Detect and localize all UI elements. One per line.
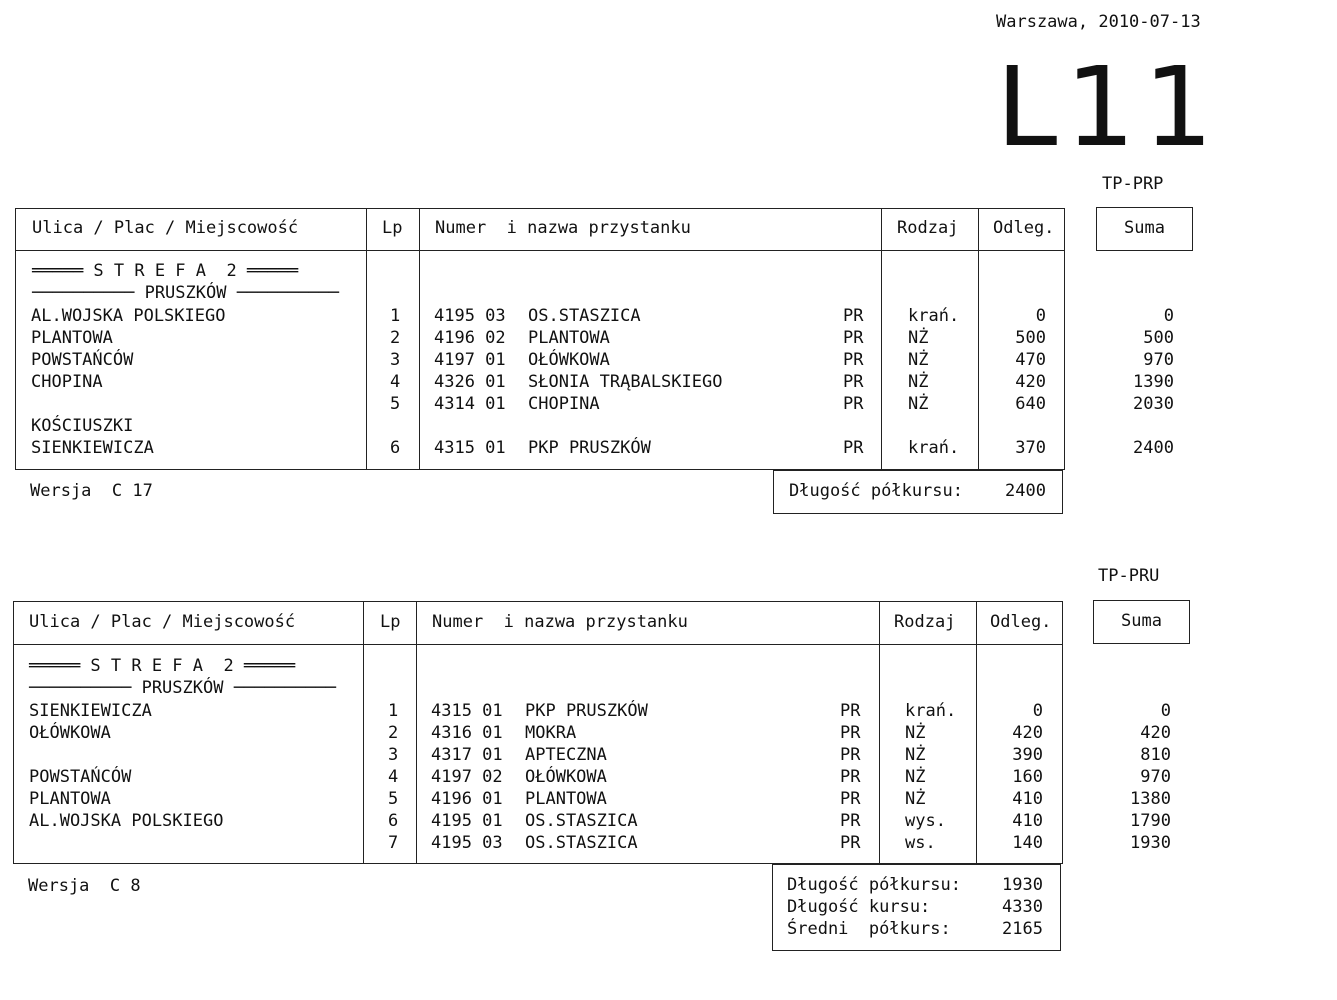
row-lp: 5	[388, 789, 399, 809]
street-name: OŁÓWKOWA	[29, 723, 111, 743]
stop-number: 4195 03	[431, 833, 503, 853]
row-lp: 4	[388, 767, 399, 787]
version-label: Wersja C 17	[30, 481, 153, 501]
stop-type: NŻ	[905, 767, 926, 787]
row-lp: 6	[390, 438, 401, 458]
street-name: SIENKIEWICZA	[31, 438, 154, 458]
stop-number: 4195 03	[434, 306, 506, 326]
cumulative-sum: 1390	[1133, 372, 1174, 392]
column-divider	[366, 208, 367, 470]
cumulative-sum: 500	[1143, 328, 1174, 348]
stop-distance: 140	[1012, 833, 1043, 853]
stop-name: PKP PRUSZKÓW	[525, 701, 648, 721]
row-lp: 2	[390, 328, 401, 348]
summary-label: Długość kursu:	[787, 897, 931, 917]
stop-type: NŻ	[905, 789, 926, 809]
stop-type: ws.	[905, 833, 936, 853]
row-lp: 5	[390, 394, 401, 414]
town-label: ────────── PRUSZKÓW ──────────	[29, 678, 337, 698]
stop-distance: 420	[1012, 723, 1043, 743]
row-lp: 1	[390, 306, 401, 326]
column-header-stop: Numer i nazwa przystanku	[435, 218, 691, 238]
stop-type: NŻ	[908, 394, 929, 414]
stop-name: PKP PRUSZKÓW	[528, 438, 651, 458]
stop-name: OŁÓWKOWA	[525, 767, 607, 787]
street-name: KOŚCIUSZKI	[31, 416, 134, 436]
row-lp: 2	[388, 723, 399, 743]
stop-type: wys.	[905, 811, 946, 831]
stop-distance: 640	[1015, 394, 1046, 414]
stop-area: PR	[843, 394, 864, 414]
stop-name: OS.STASZICA	[528, 306, 641, 326]
cumulative-sum: 1380	[1130, 789, 1171, 809]
row-lp: 3	[388, 745, 399, 765]
stop-type: krań.	[905, 701, 957, 721]
stop-type: NŻ	[905, 723, 926, 743]
column-divider	[416, 601, 417, 864]
stop-distance: 410	[1012, 789, 1043, 809]
version-label: Wersja C 8	[28, 876, 141, 896]
stop-name: PLANTOWA	[528, 328, 610, 348]
cumulative-sum: 970	[1140, 767, 1171, 787]
stop-distance: 500	[1015, 328, 1046, 348]
stop-name: CHOPINA	[528, 394, 600, 414]
cumulative-sum: 1790	[1130, 811, 1171, 831]
stop-number: 4195 01	[431, 811, 503, 831]
stop-type: krań.	[908, 306, 960, 326]
stop-area: PR	[840, 789, 861, 809]
street-name: CHOPINA	[31, 372, 103, 392]
street-name: POWSTAŃCÓW	[31, 350, 134, 370]
cumulative-sum: 1930	[1130, 833, 1171, 853]
stop-number: 4197 01	[434, 350, 506, 370]
stop-area: PR	[840, 767, 861, 787]
stop-number: 4326 01	[434, 372, 506, 392]
street-name: AL.WOJSKA POLSKIEGO	[31, 306, 226, 326]
stop-type: NŻ	[908, 350, 929, 370]
column-divider	[879, 601, 880, 864]
street-name: POWSTAŃCÓW	[29, 767, 132, 787]
column-header-lp: Lp	[382, 218, 403, 238]
stop-area: PR	[843, 372, 864, 392]
stop-name: MOKRA	[525, 723, 577, 743]
row-lp: 7	[388, 833, 399, 853]
line-number: L11	[996, 43, 1222, 171]
street-name: AL.WOJSKA POLSKIEGO	[29, 811, 224, 831]
summary-label: Długość półkursu:	[789, 481, 963, 501]
stop-name: OS.STASZICA	[525, 811, 638, 831]
street-name: SIENKIEWICZA	[29, 701, 152, 721]
stop-area: PR	[843, 306, 864, 326]
route-code: TP-PRU	[1098, 566, 1160, 586]
column-header-lp: Lp	[380, 612, 401, 632]
summary-value: 4330	[1002, 897, 1043, 917]
stop-distance: 370	[1015, 438, 1046, 458]
cumulative-sum: 810	[1140, 745, 1171, 765]
stop-name: OŁÓWKOWA	[528, 350, 610, 370]
stop-area: PR	[840, 745, 861, 765]
cumulative-sum: 2400	[1133, 438, 1174, 458]
column-header-distance: Odleg.	[990, 612, 1052, 632]
stop-number: 4196 02	[434, 328, 506, 348]
column-header-sum: Suma	[1093, 600, 1190, 644]
stop-area: PR	[840, 723, 861, 743]
column-header-distance: Odleg.	[993, 218, 1055, 238]
column-divider	[363, 601, 364, 864]
summary-label: Długość półkursu:	[787, 875, 961, 895]
stop-area: PR	[840, 701, 861, 721]
summary-value: 2165	[1002, 919, 1043, 939]
stop-area: PR	[843, 328, 864, 348]
header-divider	[13, 644, 1063, 645]
stop-number: 4315 01	[434, 438, 506, 458]
stop-type: NŻ	[908, 328, 929, 348]
stop-area: PR	[843, 350, 864, 370]
summary-value: 2400	[1005, 481, 1046, 501]
column-header-sum: Suma	[1096, 207, 1193, 251]
stop-type: krań.	[908, 438, 960, 458]
stop-number: 4314 01	[434, 394, 506, 414]
column-header-street: Ulica / Plac / Miejscowość	[32, 218, 299, 238]
row-lp: 6	[388, 811, 399, 831]
stop-distance: 160	[1012, 767, 1043, 787]
cumulative-sum: 970	[1143, 350, 1174, 370]
stop-number: 4196 01	[431, 789, 503, 809]
document-date: Warszawa, 2010-07-13	[996, 12, 1201, 32]
stop-distance: 0	[1032, 701, 1043, 721]
column-divider	[419, 208, 420, 470]
zone-label: ═════ S T R E F A 2 ═════	[32, 261, 299, 281]
stop-area: PR	[843, 438, 864, 458]
stop-name: SŁONIA TRĄBALSKIEGO	[528, 372, 723, 392]
column-header-type: Rodzaj	[894, 612, 956, 632]
stop-number: 4315 01	[431, 701, 503, 721]
stop-number: 4316 01	[431, 723, 503, 743]
stop-type: NŻ	[908, 372, 929, 392]
cumulative-sum: 0	[1160, 701, 1171, 721]
cumulative-sum: 2030	[1133, 394, 1174, 414]
zone-label: ═════ S T R E F A 2 ═════	[29, 656, 296, 676]
stop-distance: 410	[1012, 811, 1043, 831]
stop-area: PR	[840, 833, 861, 853]
stop-number: 4317 01	[431, 745, 503, 765]
stop-distance: 0	[1035, 306, 1046, 326]
column-header-street: Ulica / Plac / Miejscowość	[29, 612, 296, 632]
stop-name: PLANTOWA	[525, 789, 607, 809]
street-name: PLANTOWA	[29, 789, 111, 809]
town-label: ────────── PRUSZKÓW ──────────	[32, 283, 340, 303]
stop-area: PR	[840, 811, 861, 831]
row-lp: 1	[388, 701, 399, 721]
cumulative-sum: 0	[1163, 306, 1174, 326]
column-header-stop: Numer i nazwa przystanku	[432, 612, 688, 632]
cumulative-sum: 420	[1140, 723, 1171, 743]
summary-value: 1930	[1002, 875, 1043, 895]
row-lp: 3	[390, 350, 401, 370]
stop-number: 4197 02	[431, 767, 503, 787]
column-divider	[881, 208, 882, 470]
stop-distance: 420	[1015, 372, 1046, 392]
header-divider	[15, 250, 1065, 251]
stop-name: OS.STASZICA	[525, 833, 638, 853]
route-code: TP-PRP	[1102, 174, 1164, 194]
row-lp: 4	[390, 372, 401, 392]
summary-label: Średni półkurs:	[787, 919, 951, 939]
stop-distance: 470	[1015, 350, 1046, 370]
column-header-type: Rodzaj	[897, 218, 959, 238]
stop-name: APTECZNA	[525, 745, 607, 765]
stop-type: NŻ	[905, 745, 926, 765]
street-name: PLANTOWA	[31, 328, 113, 348]
stop-distance: 390	[1012, 745, 1043, 765]
